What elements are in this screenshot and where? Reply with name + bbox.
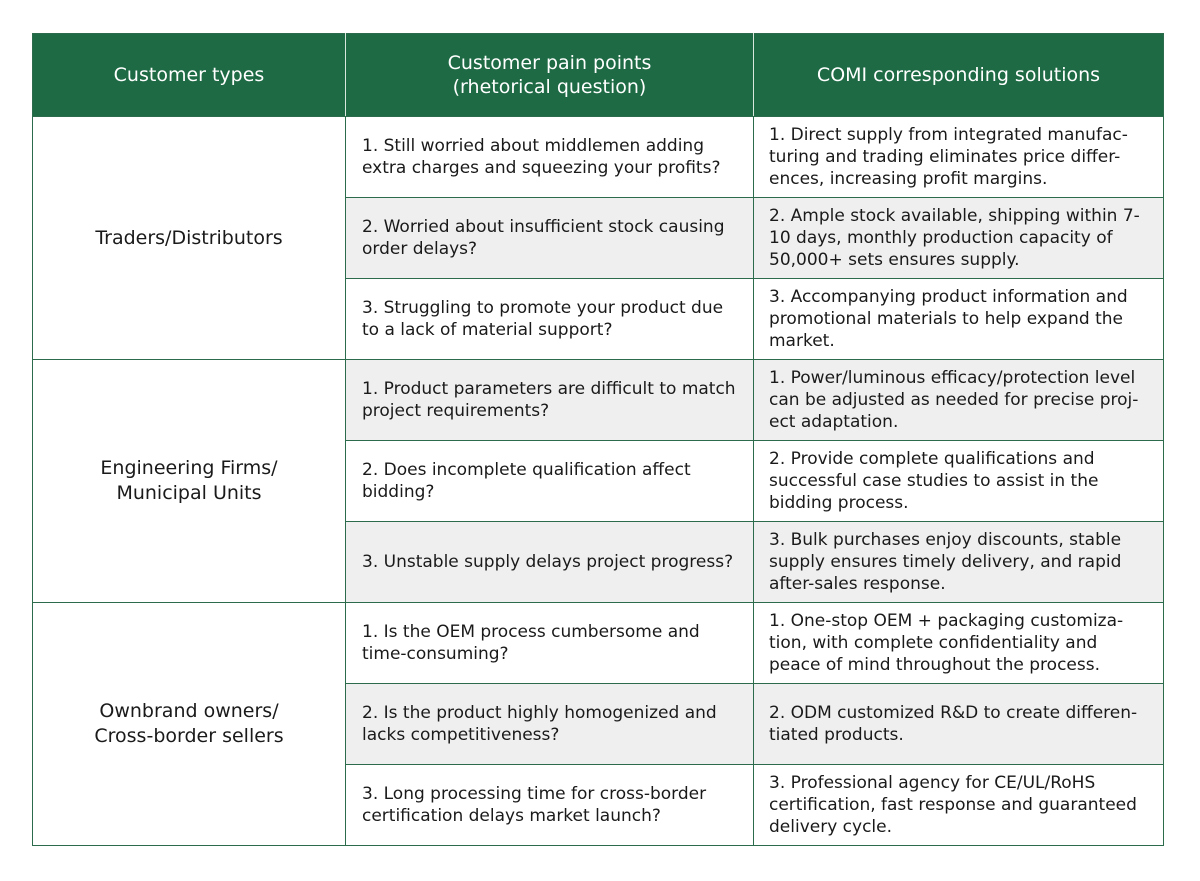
header-pain-points — [346, 34, 754, 117]
pain-point-cell: 2. Is the product highly homogenized and lacks competitiveness? — [346, 684, 754, 765]
customer-type-cell — [33, 360, 346, 603]
solution-cell: 1. Power/luminous efficacy/protection level can be adjusted as needed for precise proj-ect adaptation. — [754, 360, 1164, 441]
solution-cell: 1. One-stop OEM + packaging customiza-tion, with complete confidentiality and peace of mind throughout the process. — [754, 603, 1164, 684]
header-customer-types — [33, 34, 346, 117]
customer-type-label: Engineering Firms/ — [100, 457, 278, 479]
customer-type-cell — [33, 603, 346, 846]
pain-point-cell: 1. Is the OEM process cumbersome and time-consuming? — [346, 603, 754, 684]
pain-point-cell: 3. Unstable supply delays project progress? — [346, 522, 754, 603]
customer-type-sublabel: Cross-border sellers — [94, 725, 284, 747]
pain-point-cell: 3. Struggling to promote your product due to a lack of material support? — [346, 279, 754, 360]
solution-cell: 2. ODM customized R&D to create differen-tiated products. — [754, 684, 1164, 765]
table-body — [33, 117, 1164, 846]
header-pain-points-label: Customer pain points — [447, 52, 652, 74]
pain-point-cell: 3. Long processing time for cross-border certification delays market launch? — [346, 765, 754, 846]
header-solutions — [754, 34, 1164, 117]
customer-type-sublabel: Municipal Units — [116, 482, 262, 504]
solution-cell: 1. Direct supply from integrated manufac-turing and trading eliminates price differ-ences, increasing profit margins. — [754, 117, 1164, 198]
pain-point-cell: 1. Product parameters are difficult to match project requirements? — [346, 360, 754, 441]
table-row — [33, 360, 1164, 441]
solution-cell: 3. Bulk purchases enjoy discounts, stable supply ensures timely delivery, and rapid after-sales response. — [754, 522, 1164, 603]
header-row — [33, 34, 1164, 117]
table-row — [33, 117, 1164, 198]
header-solutions-label: COMI corresponding solutions — [816, 64, 1101, 86]
customer-type-label: Traders/Distributors — [95, 226, 283, 249]
solution-cell: 2. Ample stock available, shipping within 7-10 days, monthly production capacity of 50,000+ sets ensures supply. — [754, 198, 1164, 279]
table-header — [33, 34, 1164, 117]
table-row — [33, 603, 1164, 684]
customer-type-label: Ownbrand owners/ — [99, 700, 279, 722]
header-pain-points-sublabel: (rhetorical question) — [452, 76, 647, 98]
pain-point-cell: 2. Does incomplete qualification affect bidding? — [346, 441, 754, 522]
customer-type-cell — [33, 117, 346, 360]
solution-cell: 2. Provide complete qualifications and successful case studies to assist in the bidding process. — [754, 441, 1164, 522]
header-customer-types-label: Customer types — [113, 64, 265, 86]
solution-cell: 3. Accompanying product information and promotional materials to help expand the market. — [754, 279, 1164, 360]
pain-point-cell: 1. Still worried about middlemen adding extra charges and squeezing your profits? — [346, 117, 754, 198]
comparison-table — [32, 33, 1164, 846]
solution-cell: 3. Professional agency for CE/UL/RoHS certification, fast response and guaranteed delivery cycle. — [754, 765, 1164, 846]
pain-point-cell: 2. Worried about insufficient stock causing order delays? — [346, 198, 754, 279]
